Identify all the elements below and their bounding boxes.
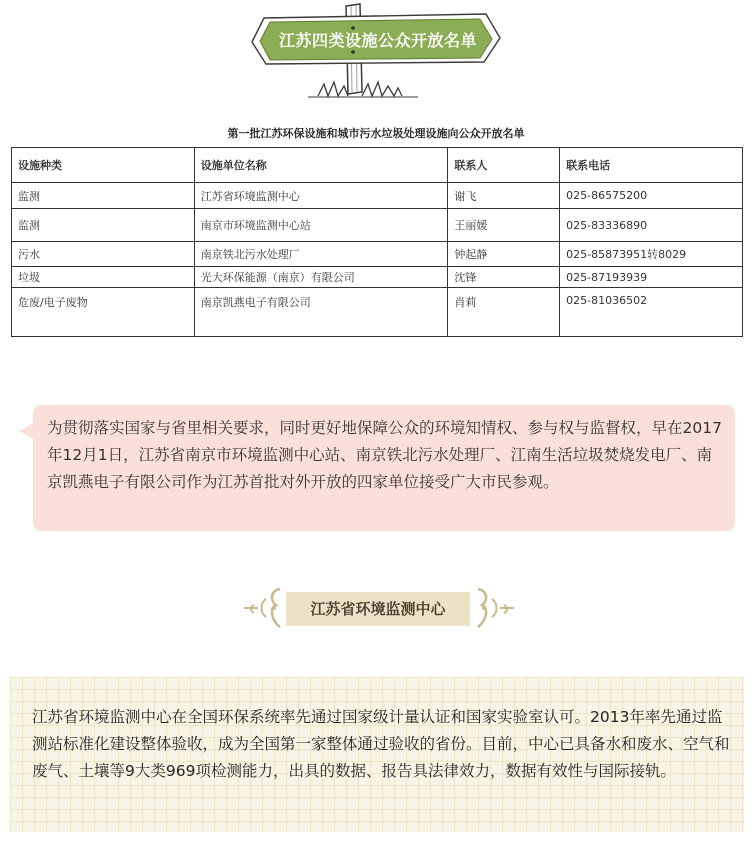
cell-contact: 沈锋 (448, 267, 560, 288)
banner-title: 江苏四类设施公众开放名单 (278, 31, 477, 50)
table-header-row (12, 148, 743, 183)
cell-contact: 钟起静 (448, 242, 560, 267)
cell-contact: 谢飞 (448, 183, 560, 209)
section-body-box (10, 677, 744, 832)
cell-unit: 光大环保能源（南京）有限公司 (194, 267, 448, 288)
cell-unit: 南京铁北污水处理厂 (194, 242, 448, 267)
cell-phone: 025-85873951转8029 (560, 242, 743, 267)
cell-type: 监测 (12, 209, 195, 242)
cell-phone: 025-83336890 (560, 209, 743, 242)
cell-type: 危废/电子废物 (12, 288, 195, 337)
cell-unit: 南京市环境监测中心站 (194, 209, 448, 242)
table-row (12, 288, 743, 337)
cell-unit: 南京凯燕电子有限公司 (194, 288, 448, 337)
cell-type: 污水 (12, 242, 195, 267)
cell-contact: 王丽媛 (448, 209, 560, 242)
header-phone: 联系电话 (560, 148, 743, 183)
cell-type: 监测 (12, 183, 195, 209)
table-row (12, 183, 743, 209)
header-contact: 联系人 (448, 148, 560, 183)
right-ornament-icon (474, 585, 518, 631)
intro-bubble (33, 405, 735, 531)
facilities-table (11, 147, 743, 337)
table-row (12, 209, 743, 242)
cell-phone: 025-87193939 (560, 267, 743, 288)
section-title: 江苏省环境监测中心 (286, 592, 470, 626)
cell-unit: 江苏省环境监测中心 (194, 183, 448, 209)
cell-type: 垃圾 (12, 267, 195, 288)
table-row (12, 267, 743, 288)
table-caption: 第一批江苏环保设施和城市污水垃圾处理设施向公众开放名单 (227, 127, 525, 140)
table-row (12, 242, 743, 267)
cell-contact: 肖莉 (448, 288, 560, 337)
cell-phone: 025-81036502 (560, 288, 743, 337)
left-ornament-icon (240, 585, 284, 631)
section-body-text: 江苏省环境监测中心在全国环保系统率先通过国家级计量认证和国家实验室认可。2013年率先通过监测站标准化建设整体验收，成为全国第一家整体通过验收的省份。目前，中心已具备水和废水、空气和废气、土壤等9大类969项检测能力，出具的数据、报告具法律效力，数据有效性与国际接轨。 (32, 708, 730, 780)
header-facility-type: 设施种类 (12, 148, 195, 183)
banner (0, 0, 754, 110)
header-unit-name: 设施单位名称 (194, 148, 448, 183)
intro-text: 为贯彻落实国家与省里相关要求，同时更好地保障公众的环境知情权、参与权与监督权，早在2017年12月1日，江苏省南京市环境监测中心站、南京铁北污水处理厂、江南生活垃圾焚烧发电厂、南京凯燕电子有限公司作为江苏首批对外开放的四家单位接受广大市民参观。 (47, 419, 722, 491)
cell-phone: 025-86575200 (560, 183, 743, 209)
